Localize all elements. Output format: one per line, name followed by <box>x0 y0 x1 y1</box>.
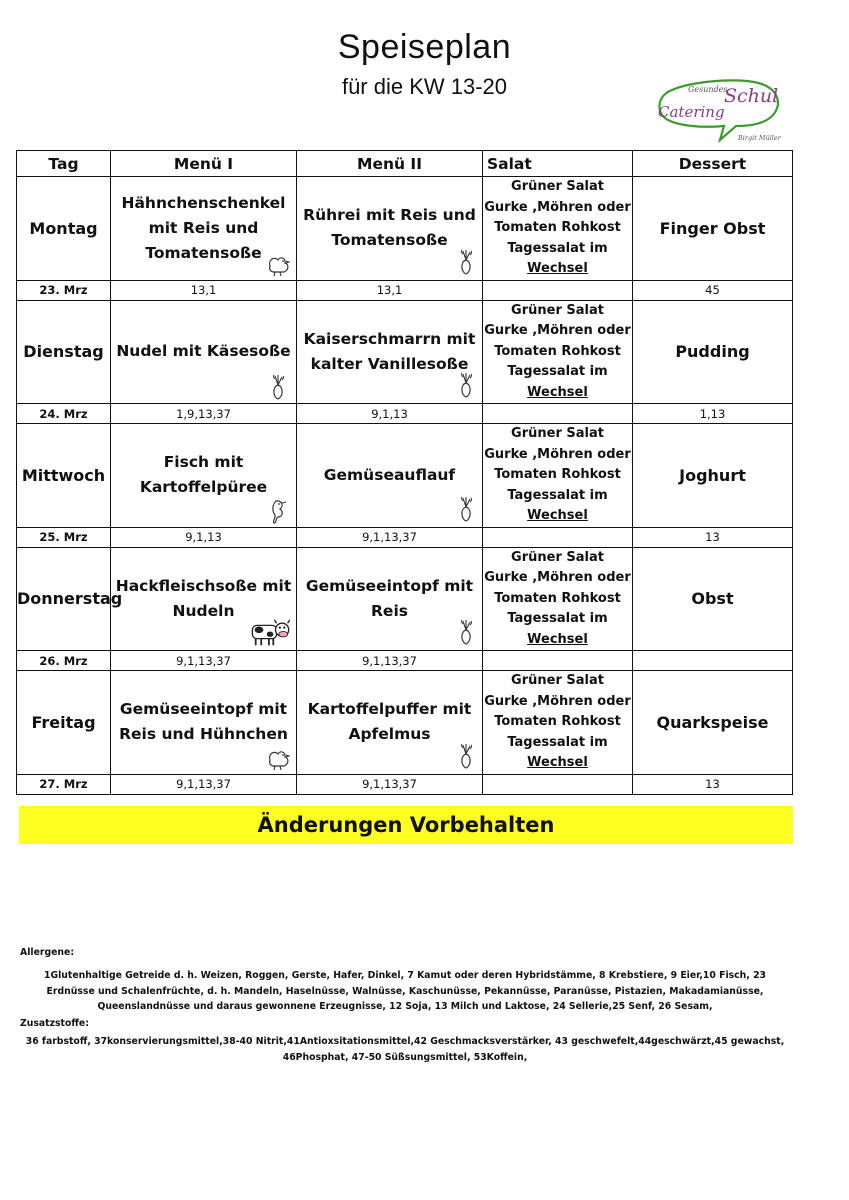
changes-reserved-banner: Änderungen Vorbehalten <box>19 806 793 844</box>
day-name: Freitag <box>17 671 111 775</box>
day-name: Dienstag <box>17 300 111 404</box>
menu2-dish-line: Rührei mit Reis und <box>303 206 476 225</box>
salad-option-line: Tomaten Rohkost <box>494 343 621 359</box>
salad-option-line: Grüner Salat <box>511 426 604 441</box>
day-name: Donnerstag <box>17 547 111 651</box>
cow-icon <box>248 616 292 648</box>
menu2-dish <box>297 177 483 281</box>
salad-option-line: Wechsel <box>527 631 588 647</box>
table-row-donnerstag <box>17 547 793 651</box>
day-date: 26. Mrz <box>17 651 111 671</box>
menu2-dish <box>297 424 483 528</box>
salad-option-line: Tagessalat im <box>507 611 608 626</box>
salad-option-line: Grüner Salat <box>511 549 604 565</box>
radish-icon <box>452 618 480 646</box>
salad-options <box>483 424 633 528</box>
radish-icon <box>452 742 480 770</box>
dessert: Obst <box>633 547 793 651</box>
menu2-allergen-codes: 9,1,13,37 <box>297 774 483 794</box>
catering-logo <box>650 70 785 148</box>
salad-allergen-codes <box>483 774 633 794</box>
additives-title: Zusatzstoffe: <box>20 1018 89 1029</box>
menu2-allergen-codes: 9,1,13 <box>297 404 483 424</box>
menu1-dish-line: Reis und Hühnchen <box>119 725 288 744</box>
logo-text-gesundes: Gesundes <box>688 85 728 94</box>
page-title: Speiseplan <box>337 28 512 66</box>
dessert: Pudding <box>633 300 793 404</box>
dessert-allergen-codes: 13 <box>633 527 793 547</box>
header-menu2: Menü II <box>297 151 483 177</box>
salad-option-line: Wechsel <box>527 384 588 400</box>
menu2-dish-line: Gemüseeintopf mit <box>305 576 474 595</box>
menu2-allergen-codes: 9,1,13,37 <box>297 651 483 671</box>
dessert: Finger Obst <box>633 177 793 281</box>
table-row-codes <box>17 527 793 547</box>
day-date: 25. Mrz <box>17 527 111 547</box>
salad-option-line: Grüner Salat <box>511 302 604 318</box>
table-row-montag <box>17 177 793 281</box>
menu1-dish-line: Fisch mit <box>163 453 244 472</box>
dessert-allergen-codes: 45 <box>633 280 793 300</box>
salad-allergen-codes <box>483 651 633 671</box>
logo-text-catering: Catering <box>658 103 725 121</box>
table-row-mittwoch <box>17 424 793 528</box>
menu1-dish-line: Gemüseeintopf mit <box>119 700 288 719</box>
table-row-dienstag <box>17 300 793 404</box>
menu2-dish <box>297 300 483 404</box>
menu1-dish-line: Nudel mit Käsesoße <box>116 342 291 361</box>
menu1-dish <box>111 547 297 651</box>
menu2-dish-line: Gemüseauflauf <box>323 465 456 484</box>
header-salat: Salat <box>483 151 633 177</box>
dessert-allergen-codes <box>633 651 793 671</box>
menu1-dish-line: Nudeln <box>172 601 235 620</box>
menu2-dish-line: Kaiserschmarrn mit <box>303 329 476 348</box>
table-row-codes <box>17 280 793 300</box>
menu2-dish <box>297 671 483 775</box>
menu2-dish <box>297 547 483 651</box>
menu1-dish-line: Hähnchenschenkel <box>121 193 286 212</box>
salad-option-line: Tagessalat im <box>507 240 608 256</box>
salad-option-line: Wechsel <box>527 261 588 276</box>
menu1-dish-line: Tomatensoße <box>145 243 262 262</box>
salad-option-line: Gurke ,Möhren oder <box>484 570 631 585</box>
menu1-dish <box>111 671 297 775</box>
seahorse-icon <box>264 497 292 525</box>
menu2-dish-line: Kartoffelpuffer mit <box>307 700 472 719</box>
salad-option-line: Tomaten Rohkost <box>494 590 621 606</box>
salad-option-line: Tomaten Rohkost <box>494 467 621 482</box>
salad-option-line: Tagessalat im <box>507 364 608 379</box>
chicken-icon <box>264 744 292 772</box>
menu1-dish-line: Hackfleischsoße mit <box>115 576 292 595</box>
menu1-allergen-codes: 1,9,13,37 <box>111 404 297 424</box>
menu1-dish-line: mit Reis und <box>148 218 259 237</box>
day-date: 23. Mrz <box>17 280 111 300</box>
header-menu1: Menü I <box>111 151 297 177</box>
salad-options <box>483 177 633 281</box>
menu1-allergen-codes: 9,1,13,37 <box>111 651 297 671</box>
table-row-codes <box>17 774 793 794</box>
dessert-allergen-codes: 13 <box>633 774 793 794</box>
dessert-allergen-codes: 1,13 <box>633 404 793 424</box>
menu1-allergen-codes: 13,1 <box>111 280 297 300</box>
salad-option-line: Tagessalat im <box>507 734 608 750</box>
menu2-dish-line: Apfelmus <box>348 725 431 744</box>
menu2-dish-line: Reis <box>371 601 408 620</box>
allergens-list: 1Glutenhaltige Getreide d. h. Weizen, Roggen, Gerste, Hafer, Dinkel, 7 Kamut oder deren Hybridstämme, 8 Krebstiere, 9 Eier,10 Fisch, 23 Erdnüsse und Schalenfrüchte, d. h. Mandeln, Haselnüsse, Walnüsse, Kaschunüsse, Pekannüsse, Paranüsse, Pistazien, Makadamianüsse, Queenslandnüsse und daraus gewonnene Erzeugnisse, 12 Soja, 13 Milch und Laktose, 24 Sellerie,25 Senf, 26 Sesam, <box>43 970 767 1012</box>
allergens-title: Allergene: <box>20 947 75 958</box>
salad-options <box>483 671 633 775</box>
chicken-icon <box>264 250 292 278</box>
dessert: Joghurt <box>633 424 793 528</box>
salad-option-line: Gurke ,Möhren oder <box>484 446 631 462</box>
salad-options <box>483 300 633 404</box>
menu-table <box>16 150 793 795</box>
radish-icon <box>452 248 480 276</box>
table-row-freitag <box>17 671 793 775</box>
menu2-allergen-codes: 9,1,13,37 <box>297 527 483 547</box>
menu1-dish <box>111 424 297 528</box>
salad-option-line: Wechsel <box>527 508 588 523</box>
menu1-allergen-codes: 9,1,13,37 <box>111 774 297 794</box>
salad-options <box>483 547 633 651</box>
day-date: 24. Mrz <box>17 404 111 424</box>
salad-option-line: Wechsel <box>527 755 588 770</box>
page-subtitle: für die KW 13-20 <box>341 74 508 99</box>
menu2-dish-line: Tomatensoße <box>331 231 448 250</box>
salad-option-line: Grüner Salat <box>511 179 604 194</box>
salad-allergen-codes <box>483 527 633 547</box>
salad-allergen-codes <box>483 404 633 424</box>
menu1-allergen-codes: 9,1,13 <box>111 527 297 547</box>
logo-text-owner: Birgit Müller <box>738 134 781 142</box>
salad-option-line: Grüner Salat <box>511 673 604 688</box>
radish-icon <box>452 495 480 523</box>
menu2-dish-line: kalter Vanillesoße <box>310 354 469 373</box>
salad-option-line: Tomaten Rohkost <box>494 220 621 235</box>
table-header-row <box>17 151 793 177</box>
salad-option-line: Tagessalat im <box>507 487 608 503</box>
logo-text-schul: Schul <box>724 85 779 107</box>
salad-option-line: Gurke ,Möhren oder <box>484 199 631 215</box>
header-dessert: Dessert <box>633 151 793 177</box>
salad-allergen-codes <box>483 280 633 300</box>
radish-icon <box>452 371 480 399</box>
salad-option-line: Gurke ,Möhren oder <box>484 693 631 709</box>
radish-icon <box>264 373 292 401</box>
menu2-allergen-codes: 13,1 <box>297 280 483 300</box>
header-tag: Tag <box>17 151 111 177</box>
table-row-codes <box>17 404 793 424</box>
table-row-codes <box>17 651 793 671</box>
salad-option-line: Tomaten Rohkost <box>494 714 621 729</box>
menu1-dish <box>111 300 297 404</box>
menu1-dish-line: Kartoffelpüree <box>139 478 268 497</box>
day-name: Montag <box>17 177 111 281</box>
salad-option-line: Gurke ,Möhren oder <box>484 323 631 338</box>
dessert: Quarkspeise <box>633 671 793 775</box>
day-name: Mittwoch <box>17 424 111 528</box>
day-date: 27. Mrz <box>17 774 111 794</box>
additives-list: 36 farbstoff, 37konservierungsmittel,38-40 Nitrit,41Antioxsitationsmittel,42 Geschmacksverstärker, 43 geschwefelt,44geschwärzt,45 gewachst, 46Phosphat, 47-50 Süßsungsmittel, 53Koffein, <box>25 1036 785 1063</box>
menu1-dish <box>111 177 297 281</box>
